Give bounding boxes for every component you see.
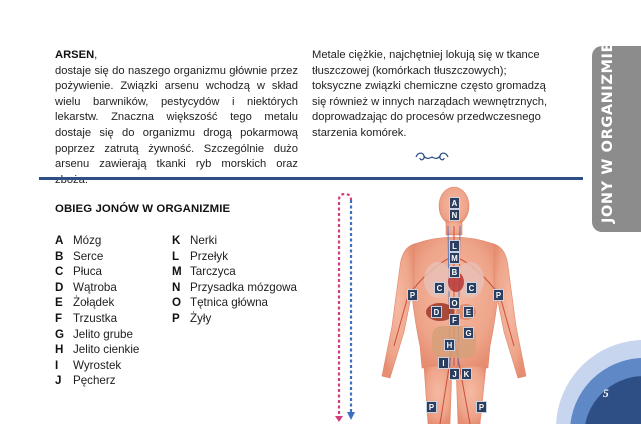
figure-marker: O — [449, 297, 460, 309]
legend-key: J — [55, 374, 62, 388]
figure-marker: H — [444, 339, 455, 351]
legend-label: Tętnica główna — [190, 296, 268, 310]
legend-label: Serce — [73, 249, 104, 263]
legend-key: E — [55, 296, 63, 310]
legend-label: Przełyk — [190, 249, 229, 263]
legend-item — [172, 295, 297, 311]
article-left-column — [55, 48, 298, 188]
legend-label: Mózg — [73, 234, 102, 247]
legend-item — [55, 358, 139, 374]
legend-key: F — [55, 311, 63, 325]
figure-marker: N — [449, 209, 460, 221]
legend-label: Jelito cienkie — [73, 343, 140, 357]
section-divider — [39, 177, 583, 180]
legend-item — [55, 373, 139, 389]
figure-marker: P — [407, 289, 418, 301]
section-title: OBIEG JONÓW W ORGANIZMIE — [55, 203, 231, 215]
figure-marker: F — [449, 314, 460, 326]
legend-key: G — [55, 327, 65, 341]
figure-marker: L — [449, 240, 460, 252]
figure-marker: I — [438, 357, 449, 369]
figure-marker: J — [449, 368, 460, 380]
figure-marker: C — [466, 282, 477, 294]
legend-label: Płuca — [73, 265, 103, 279]
legend-item — [55, 249, 139, 265]
legend-label: Żołądek — [73, 296, 115, 310]
legend-key: H — [55, 343, 64, 357]
figure-marker: G — [463, 327, 474, 339]
figure-marker: M — [449, 252, 460, 264]
corner-wave — [520, 340, 641, 424]
arsen-text: dostaje się do naszego organizmu głównie przez pożywienie. Związki arsenu wchodzą w skład wielu barwników, pestycydów i niektórych lekarstw. Znaczna większość tego metalu dostaje się do organizmu drogą pokarmową poprzez zatrutą żywność. Szczególnie dużo arsenu zawierają tkanki ryb morskich oraz — [55, 64, 298, 171]
legend-item — [172, 311, 297, 327]
article-right-column — [312, 48, 558, 142]
legend-item — [55, 295, 139, 311]
legend-key: M — [172, 265, 182, 279]
figure-marker: E — [463, 306, 474, 318]
legend-key: P — [172, 311, 180, 325]
legend-item — [55, 311, 139, 327]
legend-item — [55, 264, 139, 280]
legend-item — [55, 342, 139, 358]
legend-key: O — [172, 296, 182, 310]
legend-item — [172, 249, 297, 265]
arsen-title-punct: , — [94, 49, 98, 61]
ornament-icon — [414, 151, 450, 163]
heavy-metals-text: Metale ciężkie, najchętniej lokują się w tkance tłuszczowej (komórkach tłuszczowych); toksyczne związki chemiczne często gromadzą się również w innych narządach wewnętrznych, doprowadzając do procesów przedwczesnego starzenia komórek. — [312, 49, 548, 139]
side-tab-label: JONY W ORGANIZMIE — [600, 41, 616, 223]
legend-label: Nerki — [190, 234, 218, 247]
legend-label: Wyrostek — [73, 358, 122, 372]
figure-marker: P — [493, 289, 504, 301]
figure-marker: D — [431, 306, 442, 318]
legend-label: Pęcherz — [73, 374, 116, 388]
figure-marker: B — [449, 266, 460, 278]
legend-label: Żyły — [190, 311, 212, 325]
legend-key: N — [172, 280, 181, 294]
legend-key: A — [55, 234, 64, 247]
legend-item — [55, 327, 139, 343]
legend-key: I — [55, 358, 59, 372]
legend-label: Wątroba — [73, 280, 117, 294]
legend-label: Przysadka mózgowa — [190, 280, 297, 294]
arsen-title: ARSEN — [55, 49, 95, 61]
legend-label: Tarczyca — [190, 265, 236, 279]
legend-key: C — [55, 265, 64, 279]
page-number: 5 — [603, 388, 609, 400]
legend-left — [55, 233, 139, 389]
legend-right — [172, 233, 297, 327]
legend-item — [55, 233, 139, 249]
legend-key: K — [172, 234, 181, 247]
legend-key: D — [55, 280, 64, 294]
legend-key: L — [172, 249, 180, 263]
figure-marker: K — [461, 368, 472, 380]
figure-marker: P — [476, 401, 487, 413]
legend-label: Jelito grube — [73, 327, 133, 341]
legend-label: Trzustka — [73, 311, 118, 325]
legend-item — [172, 264, 297, 280]
legend-item — [172, 233, 297, 249]
legend-key: B — [55, 249, 64, 263]
legend-item — [55, 280, 139, 296]
figure-marker: A — [449, 197, 460, 209]
figure-marker: P — [426, 401, 437, 413]
figure-marker: C — [434, 282, 445, 294]
legend-item — [172, 280, 297, 296]
